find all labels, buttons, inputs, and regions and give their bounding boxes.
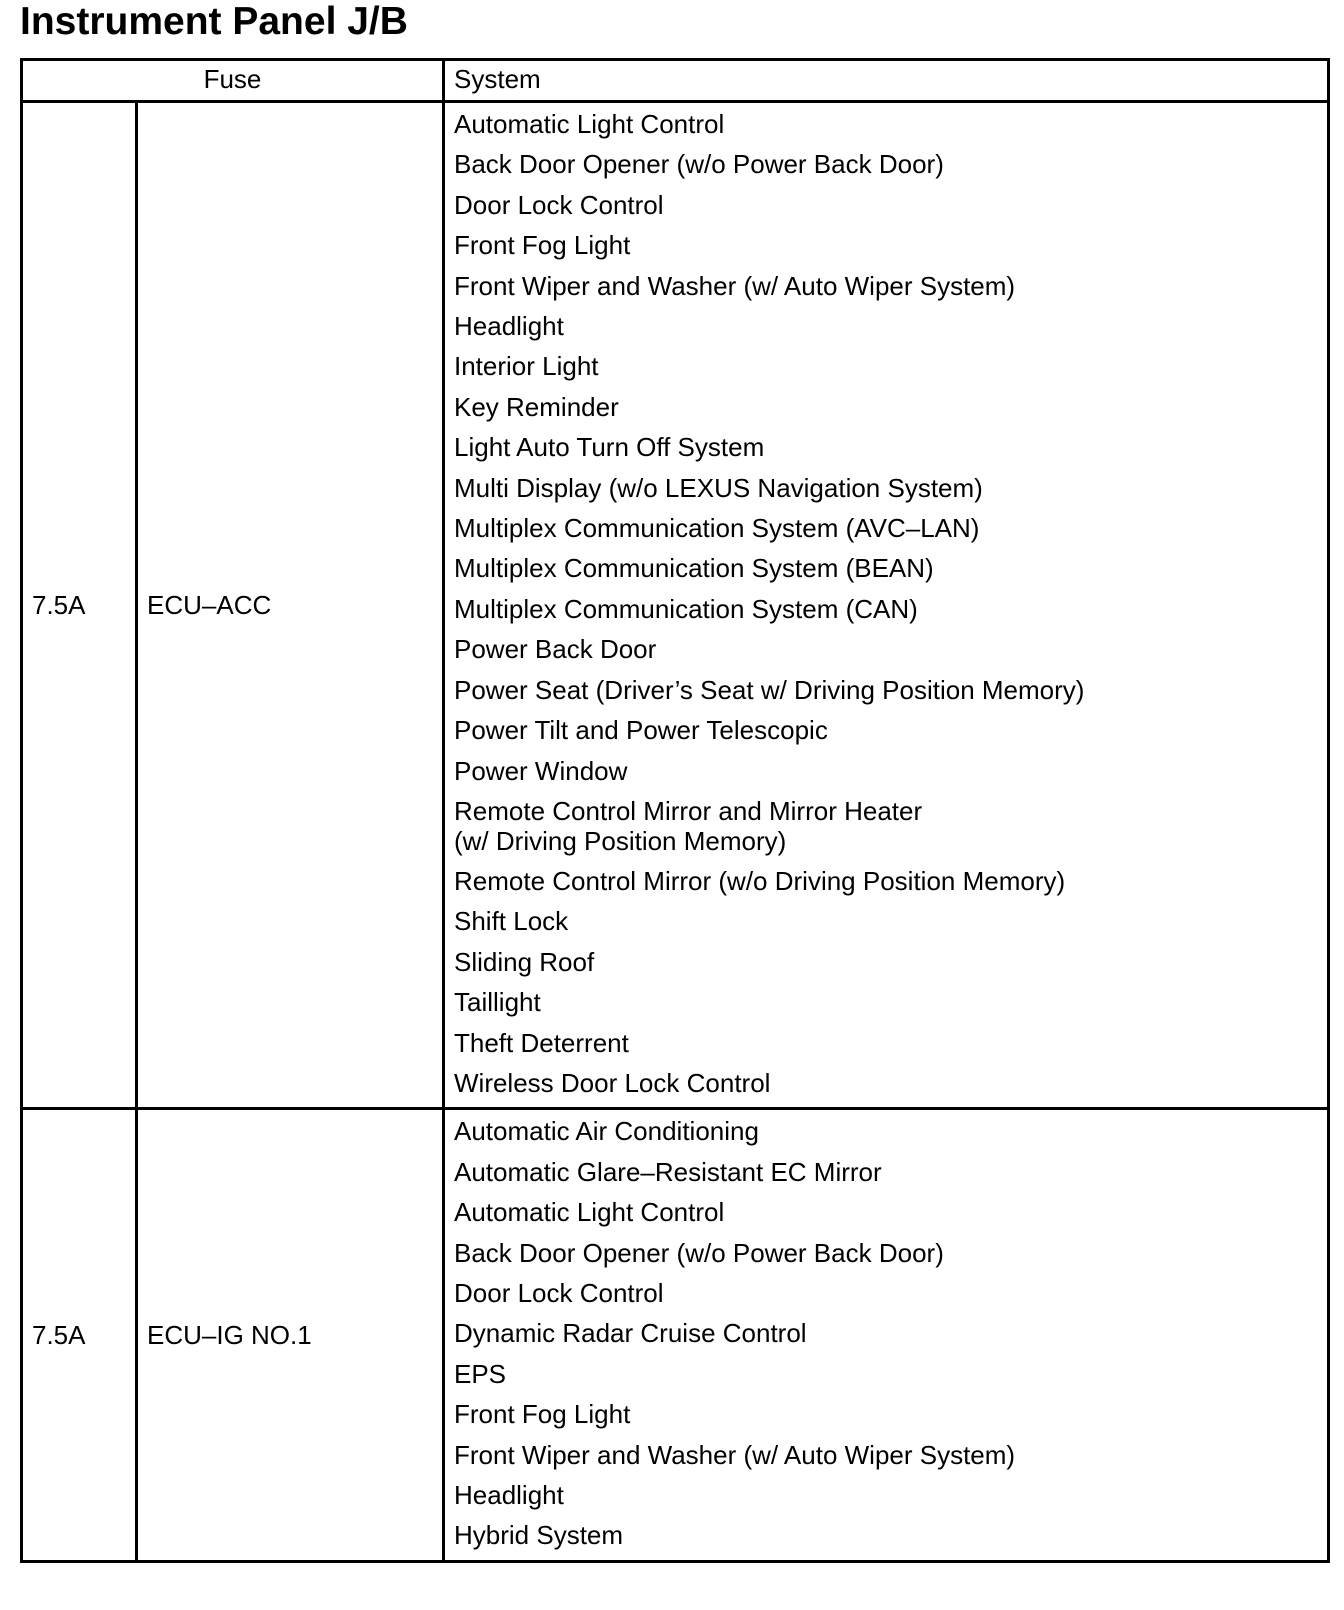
system-item: Power Seat (Driver’s Seat w/ Driving Position Memory) bbox=[454, 674, 1085, 705]
fuse-name: ECU–IG NO.1 bbox=[137, 1109, 444, 1561]
system-header-label: System bbox=[454, 64, 541, 94]
system-item: Back Door Opener (w/o Power Back Door) bbox=[454, 149, 944, 180]
system-item: Front Wiper and Washer (w/ Auto Wiper System) bbox=[454, 1439, 1016, 1470]
table-row bbox=[22, 1109, 1329, 1561]
system-item: Remote Control Mirror (w/o Driving Position Memory) bbox=[454, 865, 1066, 896]
system-item: Power Window bbox=[454, 755, 628, 786]
system-item: Front Fog Light bbox=[454, 1399, 631, 1430]
system-item: Sliding Roof bbox=[454, 946, 595, 977]
table-row bbox=[22, 102, 1329, 1109]
system-item: Light Auto Turn Off System bbox=[454, 432, 765, 463]
system-item: Automatic Air Conditioning bbox=[454, 1116, 759, 1147]
fuse-column-header bbox=[22, 60, 444, 102]
system-item: Multiplex Communication System (BEAN) bbox=[454, 553, 934, 584]
system-item: Headlight bbox=[454, 311, 564, 342]
system-item-multiline bbox=[454, 791, 1327, 861]
system-item: Power Tilt and Power Telescopic bbox=[454, 715, 828, 746]
system-item: Power Back Door bbox=[454, 634, 657, 665]
system-item: Back Door Opener (w/o Power Back Door) bbox=[454, 1237, 944, 1268]
fuse-name: ECU–ACC bbox=[137, 102, 444, 1109]
system-item: Multi Display (w/o LEXUS Navigation System) bbox=[454, 472, 983, 503]
system-item: Automatic Glare–Resistant EC Mirror bbox=[454, 1156, 882, 1187]
system-item: Wireless Door Lock Control bbox=[454, 1067, 771, 1098]
page-title: Instrument Panel J/B bbox=[20, 0, 408, 43]
system-item-line: (w/ Driving Position Memory) bbox=[454, 825, 787, 856]
fuse-header-label: Fuse bbox=[203, 64, 262, 94]
system-item: Interior Light bbox=[454, 351, 599, 382]
system-item: Theft Deterrent bbox=[454, 1027, 629, 1058]
system-column-header bbox=[444, 60, 1329, 102]
fuse-table bbox=[20, 58, 1330, 1563]
system-item: Multiplex Communication System (CAN) bbox=[454, 593, 918, 624]
system-item: Dynamic Radar Cruise Control bbox=[454, 1318, 807, 1349]
system-item: Taillight bbox=[454, 987, 541, 1018]
system-item: Front Fog Light bbox=[454, 230, 631, 261]
system-list bbox=[444, 102, 1329, 1109]
system-item: Door Lock Control bbox=[454, 189, 664, 220]
system-item: Multiplex Communication System (AVC–LAN) bbox=[454, 513, 980, 544]
system-item: Automatic Light Control bbox=[454, 1197, 725, 1228]
fuse-amperage: 7.5A bbox=[22, 102, 137, 1109]
system-item: Hybrid System bbox=[454, 1520, 624, 1551]
system-item: Headlight bbox=[454, 1480, 564, 1510]
system-item: EPS bbox=[454, 1358, 507, 1389]
system-item: Key Reminder bbox=[454, 391, 619, 422]
system-item: Shift Lock bbox=[454, 906, 569, 937]
table-header-row bbox=[22, 60, 1329, 102]
system-item-line: Remote Control Mirror and Mirror Heater bbox=[454, 795, 923, 826]
system-item: Front Wiper and Washer (w/ Auto Wiper System) bbox=[454, 270, 1016, 301]
fuse-amperage: 7.5A bbox=[22, 1109, 137, 1561]
system-list bbox=[444, 1109, 1329, 1561]
system-item: Automatic Light Control bbox=[454, 109, 725, 139]
system-item: Door Lock Control bbox=[454, 1277, 664, 1308]
